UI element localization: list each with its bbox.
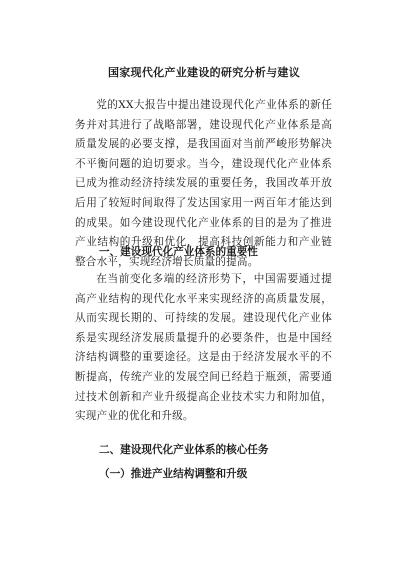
document-title: 国家现代化产业建设的研究分析与建议 xyxy=(107,66,301,79)
section-heading-importance: 一、建设现代化产业体系的重要性 xyxy=(99,246,258,258)
importance-paragraph: 在当前变化多端的经济形势下，中国需要通过提高产业结构的现代化水平来实现经济的高质量发展，从而实现长期的、可持续的发展。建设现代化产业体系是实现经济发展质量提升的必要条件，也是中国经济结构调整的重要途径。这是由于经济发展水平的不断提高，传统产业的发展空间已经趋于瓶颈，需要通过技术创新和产业升级提高企业技术实力和附加值，实现产业的优化和升级。 xyxy=(75,273,332,423)
subsection-heading-structure-upgrade: （一）推进产业结构调整和升级 xyxy=(99,468,248,480)
intro-paragraph: 党的XX大报告中提出建设现代化产业体系的新任务并对其进行了战略部署，建设现代化产业体系是高质量发展的必要支撑，是我国面对当前严峻形势解决不平衡问题的迫切要求。当今，建设现代化产业体系已成为推动经济持续发展的重要任务，我国改革开放后用了较短时间取得了发达国家用一两百年才能达到的成果。如今建设现代化产业体系的目的是为了推进产业结构的升级和优化，提高科技创新能力和产业链整合水平，实现经济增长质量的提高。 xyxy=(75,99,332,268)
section-heading-core-tasks: 二、建设现代化产业体系的核心任务 xyxy=(99,444,269,456)
